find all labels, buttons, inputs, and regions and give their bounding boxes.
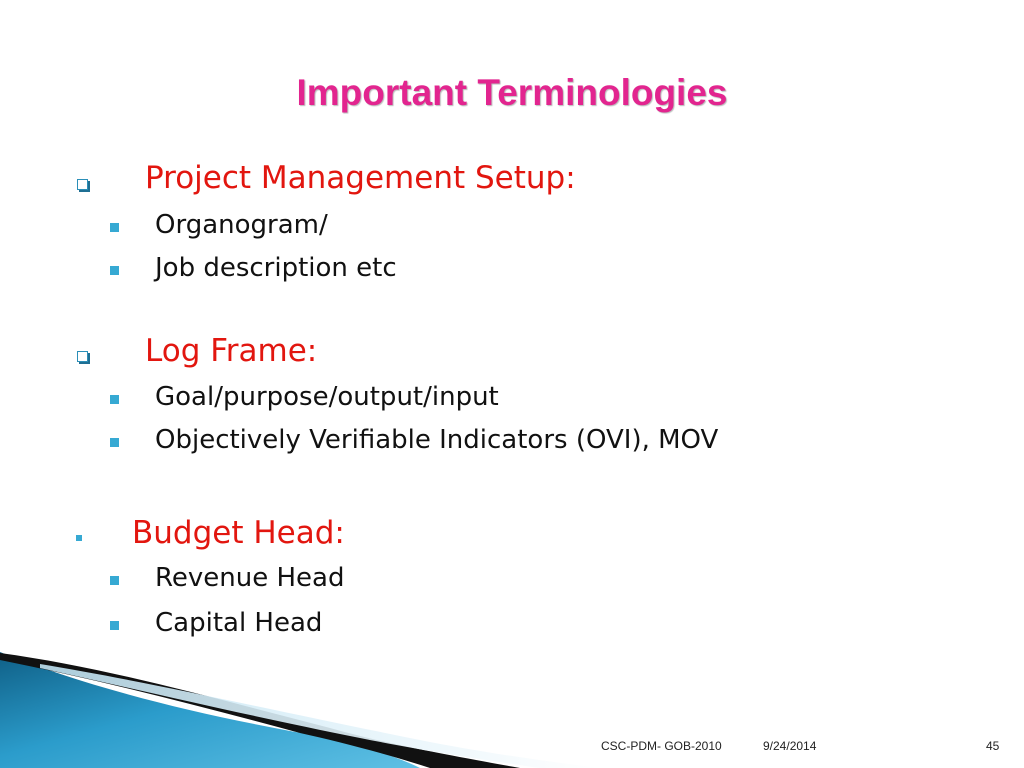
- slide-title: Important Terminologies: [296, 72, 728, 113]
- square-bullet-icon: [110, 266, 119, 275]
- hollow-square-bullet-icon: [77, 351, 88, 362]
- section-heading: Project Management Setup:: [145, 160, 576, 196]
- square-bullet-icon: [110, 223, 119, 232]
- list-item: Organogram/: [155, 210, 328, 240]
- square-bullet-icon: [110, 438, 119, 447]
- square-bullet-icon: [110, 576, 119, 585]
- list-item: Job description etc: [155, 253, 397, 283]
- list-item: Revenue Head: [155, 563, 345, 593]
- list-item: Goal/purpose/output/input: [155, 382, 499, 412]
- list-item: Capital Head: [155, 608, 323, 638]
- section-heading: Log Frame:: [145, 333, 318, 369]
- small-square-bullet-icon: [76, 535, 82, 541]
- list-item: Objectively Verifiable Indicators (OVI), MOV: [155, 425, 719, 455]
- square-bullet-icon: [110, 621, 119, 630]
- footer-date: 9/24/2014: [763, 739, 817, 753]
- page-number: 45: [986, 739, 1000, 753]
- square-bullet-icon: [110, 395, 119, 404]
- hollow-square-bullet-icon: [77, 179, 88, 190]
- footer-text: CSC-PDM- GOB-2010: [601, 739, 722, 753]
- section-heading: Budget Head:: [132, 515, 345, 551]
